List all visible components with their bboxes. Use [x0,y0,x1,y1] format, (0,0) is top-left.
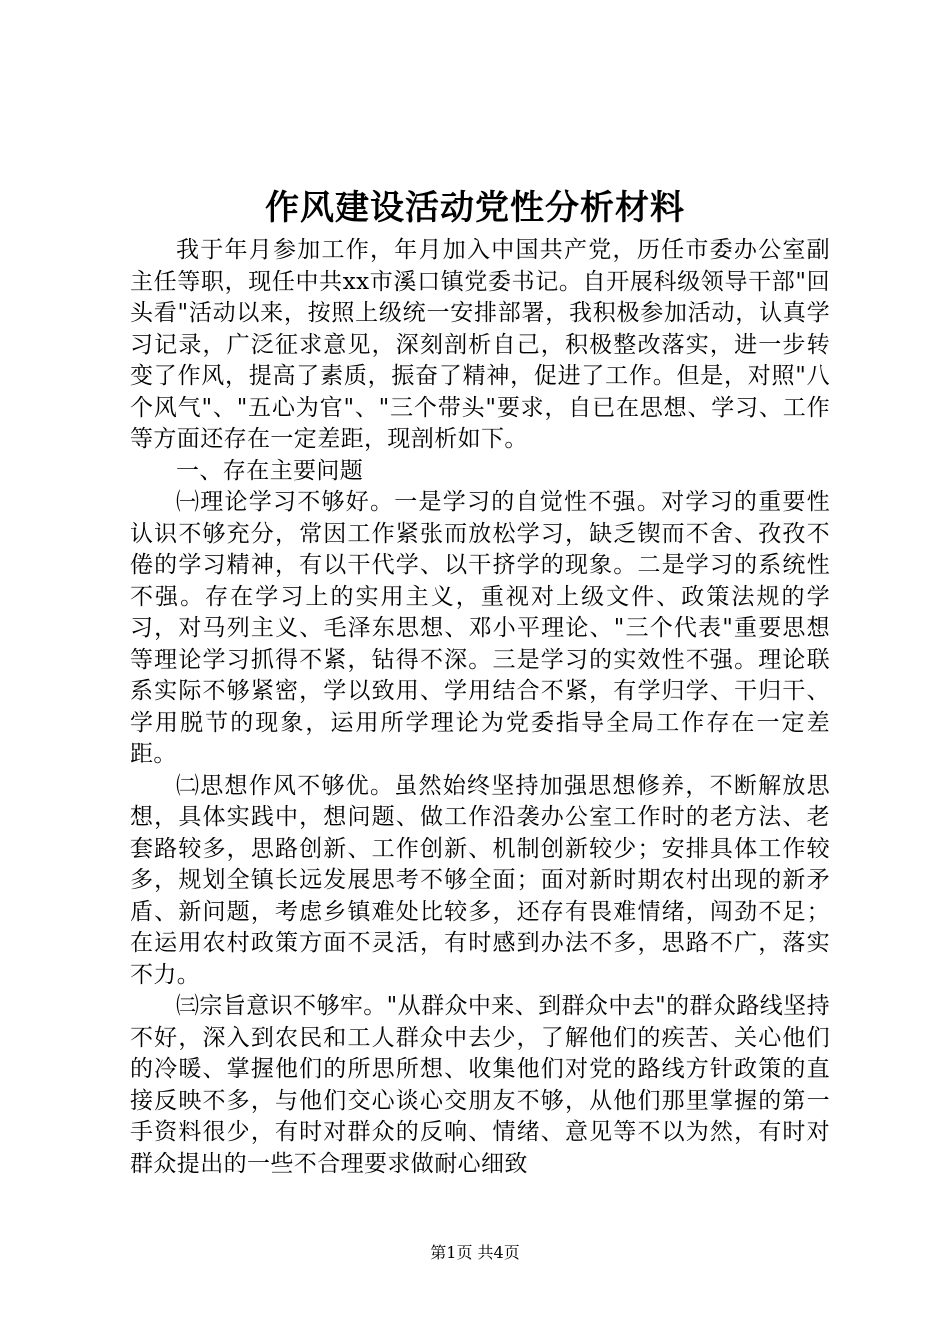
document-body [130,235,830,1180]
problem-paragraph-1: ㈠理论学习不够好。一是学习的自觉性不强。对学习的重要性认识不够充分，常因工作紧张而放松学习，缺乏锲而不舍、孜孜不倦的学习精神，有以干代学、以干挤学的现象。二是学习的系统性不强。存在学习上的实用主义，重视对上级文件、政策法规的学习，对马列主义、毛泽东思想、邓小平理论、"三个代表"重要思想等理论学习抓得不紧，钻得不深。三是学习的实效性不强。理论联系实际不够紧密，学以致用、学用结合不紧，有学归学、干归干、学用脱节的现象，运用所学理论为党委指导全局工作存在一定差距。 [130,489,830,767]
problem-paragraph-3: ㈢宗旨意识不够牢。"从群众中来、到群众中去"的群众路线坚持不好，深入到农民和工人群众中去少，了解他们的疾苦、关心他们的冷暖、掌握他们的所思所想、收集他们对党的路线方针政策的直接反映不多，与他们交心谈心交朋友不够，从他们那里掌握的第一手资料很少，有时对群众的反响、情绪、意见等不以为然，有时对群众提出的一些不合理要求做耐心细致 [130,993,830,1177]
page-footer: 第1页 共4页 [430,1243,520,1262]
section-heading: 一、存在主要问题 [176,457,364,484]
problem-paragraph-2: ㈡思想作风不够优。虽然始终坚持加强思想修养，不断解放思想，具体实践中，想问题、做工作沿袭办公室工作时的老方法、老套路较多，思路创新、工作创新、机制创新较少；安排具体工作较多，规划全镇长远发展思考不够全面；面对新时期农村出现的新矛盾、新问题，考虑乡镇难处比较多，还存有畏难情绪，闯劲不足；在运用农村政策方面不灵活，有时感到办法不多，思路不广，落实不力。 [130,772,830,988]
document-title: 作风建设活动党性分析材料 [265,188,685,228]
intro-paragraph: 我于年月参加工作，年月加入中国共产党，历任市委办公室副主任等职，现任中共xx市溪口镇党委书记。自开展科级领导干部"回头看"活动以来，按照上级统一安排部署，我积极参加活动，认真学习记录，广泛征求意见，深刻剖析自己，积极整改落实，进一步转变了作风，提高了素质，振奋了精神，促进了工作。但是，对照"八个风气"、"五心为官"、"三个带头"要求，自已在思想、学习、工作等方面还存在一定差距，现剖析如下。 [130,237,830,452]
